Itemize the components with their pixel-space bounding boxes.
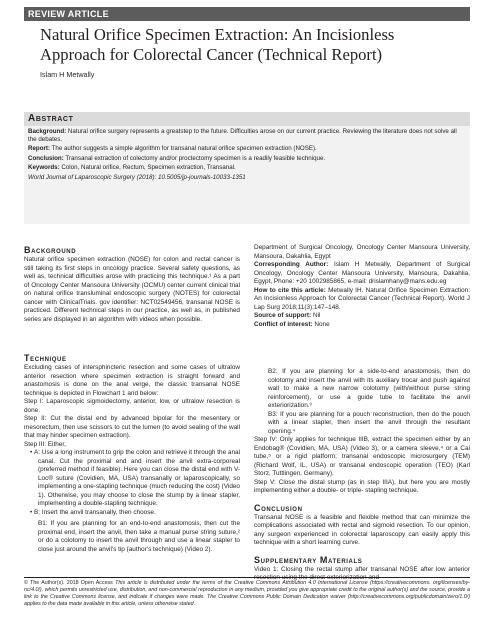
- abstract-report-text: The author suggests a simple algorithm for transanal natural orifice specimen extraction (NOSE).: [51, 145, 317, 153]
- abstract-box: [24, 126, 470, 224]
- source-of-support: [254, 312, 470, 321]
- supplementary-heading: Supplementary Materials: [254, 554, 363, 565]
- abstract-keywords: [28, 164, 466, 172]
- license-footer: [24, 580, 470, 608]
- corresponding-author-text: Islam H Metwally, Department of Surgical Oncology, Oncology Center Mansoura University, Mansoura, Dakahlia, Egypt, Phone: +20 1002985865, e-mail: drislamhany@mans.edu.eg: [254, 261, 471, 285]
- abstract-conclusion-label: Conclusion:: [28, 154, 64, 162]
- technique-bullet-b-text: B: Insert the anvil transanally, then choose.: [34, 508, 156, 516]
- abstract-conclusion-text: Transanal extraction of colectomy and/or proctectomy specimen is a readily feasible technique.: [65, 154, 326, 162]
- abstract-conclusion: [28, 155, 466, 163]
- abstract-citation: World Journal of Laparoscopic Surgery (2018): 10.5005/jp-journals-10033-1351: [28, 173, 246, 181]
- conflict-of-interest-text: None: [314, 320, 330, 328]
- abstract-background-text: Natural orifice surgery represents a greatstep to the future. Difficulties arose on our current practice. Reviewing the literature does not solve all the debates.: [28, 128, 457, 143]
- right-column-body: [254, 368, 470, 583]
- footer-license-text: This article is distributed under the terms of the Creative Commons Attribution 4.0 International License (https://creativecommons. org/licenses/by-nc/4.0/), which permits unrestricted use, distribution, and non-commercial reproduction in any medium, provided you give appropriate credit to the original author(s) and the source, provide a link to the Creative Commons license, and indicate if changes were made. The Creative Commons Public Domain Dedication waiver (http://creativecommons.org/publicdomain/zero/1.0/) applies to the data made available in this article, unless otherwise stated.: [24, 580, 470, 608]
- technique-section: [24, 352, 240, 554]
- abstract-keywords-label: Keywords:: [28, 164, 60, 172]
- technique-bullet-b: • B: Insert the anvil transanally, then choose.: [30, 508, 156, 516]
- technique-step-5: Step V: Close the distal stump (as in step IIIA), but here you are mostly implementing either a double- or triple- stapling technique.: [254, 478, 470, 494]
- article-type-banner: REVIEW ARTICLE: [24, 7, 470, 21]
- abstract-report: [28, 145, 466, 153]
- left-column: [24, 244, 240, 324]
- conclusion-text: Transanal NOSE is a feasible and flexible method that can minimize the complications associated with rectal and sigmoid resection. To our opinion, any surgeon experienced in colorectal laparoscopy can easily apply this technique with a short learning curve.: [254, 513, 470, 546]
- right-column-front-matter: [254, 244, 470, 329]
- corresponding-author: [254, 261, 470, 287]
- abstract-background-label: Background:: [28, 128, 67, 135]
- technique-bullet-a: • A: Use a long instrument to grip the colon and retrieve it through the anal canal. Cut the proximal end and insert the anvil extra-corporeal (preferred method if feasible). Here you can close the distal end with V-Loc® suture (Covidien, MA, USA) transanally or laparoscopically, so implementing a one-stapling technique (much reducing the cost) (Video 1). Otherwise, you may choose to close the stump by a linear stapler, implementing a double-stapling technique.: [30, 449, 241, 507]
- technique-bullet-a-text: A: Use a long instrument to grip the colon and retrieve it through the anal canal. Cut the proximal end and insert the anvil extra-corporeal (preferred method if feasible). Here you can close the distal end with V-Loc® suture (Covidien, MA, USA) transanally or laparoscopically, so implementing a one-stapling technique (much reducing the cost) (Video 1). Otherwise, you may choose to close the stump by a linear stapler, implementing a double-stapling technique.: [34, 449, 241, 507]
- technique-step-1: Step I: Laparoscopic sigmoidectomy, anterior, low, or ultralow resection is done.: [24, 398, 240, 414]
- footer-rule: [24, 577, 470, 578]
- abstract-report-label: Report:: [28, 145, 50, 153]
- technique-b2: B2: If you are planning for a side-to-end anastomosis, then do colotomy and insert the anvil with its auxiliary trocar and push against wall to make a new narrow colotomy (with/without purse string reinforcement), or use a guide tube to facilitate the anvil exteriorization.³: [268, 368, 470, 409]
- source-of-support-label: Source of support:: [254, 312, 312, 319]
- technique-step-2: Step II: Cut the distal end by advanced bipolar for the mesentery or mesorectum, then use scissors to cut the lumen (to avoid sealing of the wall that may hinder specimen extraction).: [24, 415, 240, 439]
- corresponding-author-label: Corresponding Author:: [254, 261, 329, 268]
- conclusion-heading: Conclusion: [254, 502, 303, 513]
- affiliation: Department of Surgical Oncology, Oncology Center Mansoura University, Mansoura, Dakahlia, Egypt: [254, 244, 470, 260]
- technique-heading: Technique: [24, 353, 67, 363]
- abstract-background: [28, 128, 466, 144]
- how-to-cite-text: Metwally IH. Natural Orifice Specimen Extraction: An Incisionless Approach for Colorectal Cancer (Technical Report). World J Lap Surg 2018;11(3):147–148.: [254, 286, 470, 311]
- technique-step-3: Step III: Either,: [24, 440, 66, 448]
- article-title: Natural Orifice Specimen Extraction: An Incisionless Approach for Colorectal Cancer (Technical Report): [40, 25, 395, 64]
- technique-step-4: Step IV: Only applies for technique IIIB, extract the specimen either by an Endobag® (Covidien, MA, USA) (Video 3), or a camera sleeve,⁴ or a Cai tube,⁵ or a rigid platform; transanal endoscopic microsurgery (TEM) (Richard Wolf, IL, USA) or transanal endoscopic operation (TEO) (Karl Storz, Tuttlingen, Germany).: [254, 436, 470, 477]
- background-heading: Background: [24, 245, 77, 255]
- how-to-cite-label: How to cite this article:: [254, 286, 326, 294]
- how-to-cite: [254, 287, 470, 313]
- source-of-support-text: Nil: [312, 312, 321, 319]
- video-1-caption: Video 1: Closing the rectal stump after transanal NOSE after low anterior resection using the direct exteriorization and: [254, 565, 470, 581]
- technique-intro: Excluding cases of intersphincteric resection and some cases of ultralow anterior resection where specimen extraction is straight forward and anastomosis is done on the anal verge, the classic transanal NOSE technique is depicted in Flowchart 1 and below:: [24, 364, 240, 397]
- author-name: Islam H Metwally: [40, 70, 95, 79]
- abstract-keywords-text: Colon, Natural orifice, Rectum, Specimen extraction, Transanal.: [61, 164, 236, 172]
- conflict-of-interest: [254, 321, 470, 330]
- conflict-of-interest-label: Conflict of interest:: [254, 320, 313, 328]
- footer-copyright: © The Author(s). 2018 Open Access: [24, 580, 113, 586]
- abstract-heading: Abstract: [24, 112, 470, 126]
- background-text: Natural orifice specimen extraction (NOSE) for colon and rectal cancer is still taking its first steps in oncology practice. Several safety questions, as well as, technical difficulties arose with practicing this technique.¹ As a part of Oncology Center Mansoura University (OCMU) center current clinical trial on natural orifice transluminal endoscopic surgery (NOTES) for colorectal cancer with ClinicalTrials. gov identifier: NCT02549456, transanal NOSE is practiced. Different technical steps in our practice, as well as, in published series are displayed in an algorithm with videos when possible.: [24, 256, 240, 323]
- technique-b1: B1: If you are planning for an end-to-end anastomosis, then cut the proximal end, insert the anvil, then take a manual purse string suture,² or do a colotomy to insert the anvil through and use a linear stapler to close just around the anvil's tip (author's technique) (Video 2).: [38, 520, 240, 553]
- technique-b3: B3: If you are planning for a pouch reconstruction, then do the pouch with a linear stapler, then insert the anvil through the resultant opening.⁴: [268, 410, 470, 435]
